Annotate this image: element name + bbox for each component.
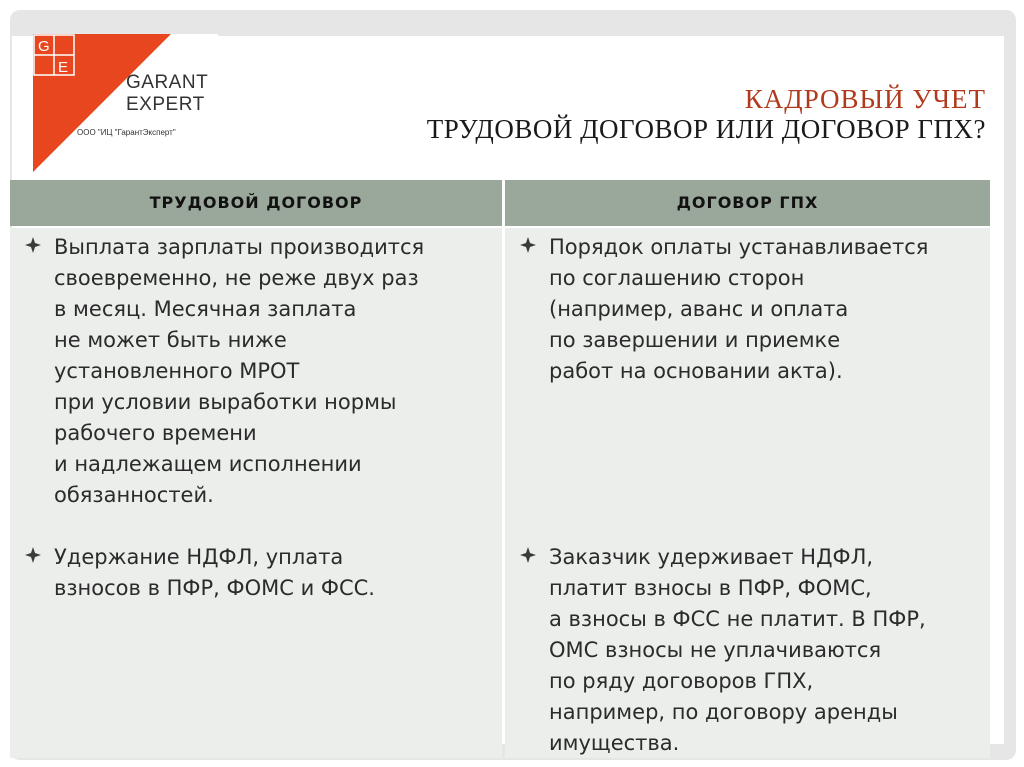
logo-company-name: ООО "ИЦ "ГарантЭксперт" xyxy=(77,128,176,137)
list-item-text: Заказчик удерживает НДФЛ, платит взносы в ПФР, ФОМС, а взносы в ФСС не платит. В ПФР, ОМС взносы не уплачиваются по ряду договоров ГПХ, например, по договору аренды имущества. xyxy=(549,545,926,755)
list-item-text: Выплата зарплаты производится своевременно, не реже двух раз в месяц. Месячная заплата не может быть ниже установленного МРОТ при условии выработки нормы рабочего времени и надлежащем исполнении обязанностей. xyxy=(54,235,425,507)
diamond-bullet-icon xyxy=(24,546,42,564)
logo-brand-line1: GARANT xyxy=(126,72,209,93)
page-title: КАДРОВЫЙ УЧЕТ xyxy=(744,84,986,114)
logo-ge-mark xyxy=(33,34,75,76)
diamond-bullet-icon xyxy=(519,546,537,564)
logo-brand-line2: EXPERT xyxy=(126,94,205,115)
company-logo xyxy=(33,34,218,172)
cell-gph-contract xyxy=(505,228,990,758)
logo-letter-g: G xyxy=(38,38,50,55)
diamond-bullet-icon xyxy=(24,236,42,254)
list-item-text: Удержание НДФЛ, уплата взносов в ПФР, ФОМС и ФСС. xyxy=(54,545,375,600)
logo-letter-e: E xyxy=(58,59,69,76)
cell-labor-contract xyxy=(10,228,502,758)
list-item-text: Порядок оплаты устанавливается по соглашению сторон (например, аванс и оплата по завершении и приемке работ на основании акта). xyxy=(549,235,929,383)
page-subtitle: ТРУДОВОЙ ДОГОВОР ИЛИ ДОГОВОР ГПХ? xyxy=(426,114,986,144)
comparison-table xyxy=(10,180,990,758)
column-header-gph-contract: ДОГОВОР ГПХ xyxy=(505,180,990,226)
diamond-bullet-icon xyxy=(519,236,537,254)
logo-brand xyxy=(126,72,208,116)
column-header-labor-contract: ТРУДОВОЙ ДОГОВОР xyxy=(10,180,502,226)
